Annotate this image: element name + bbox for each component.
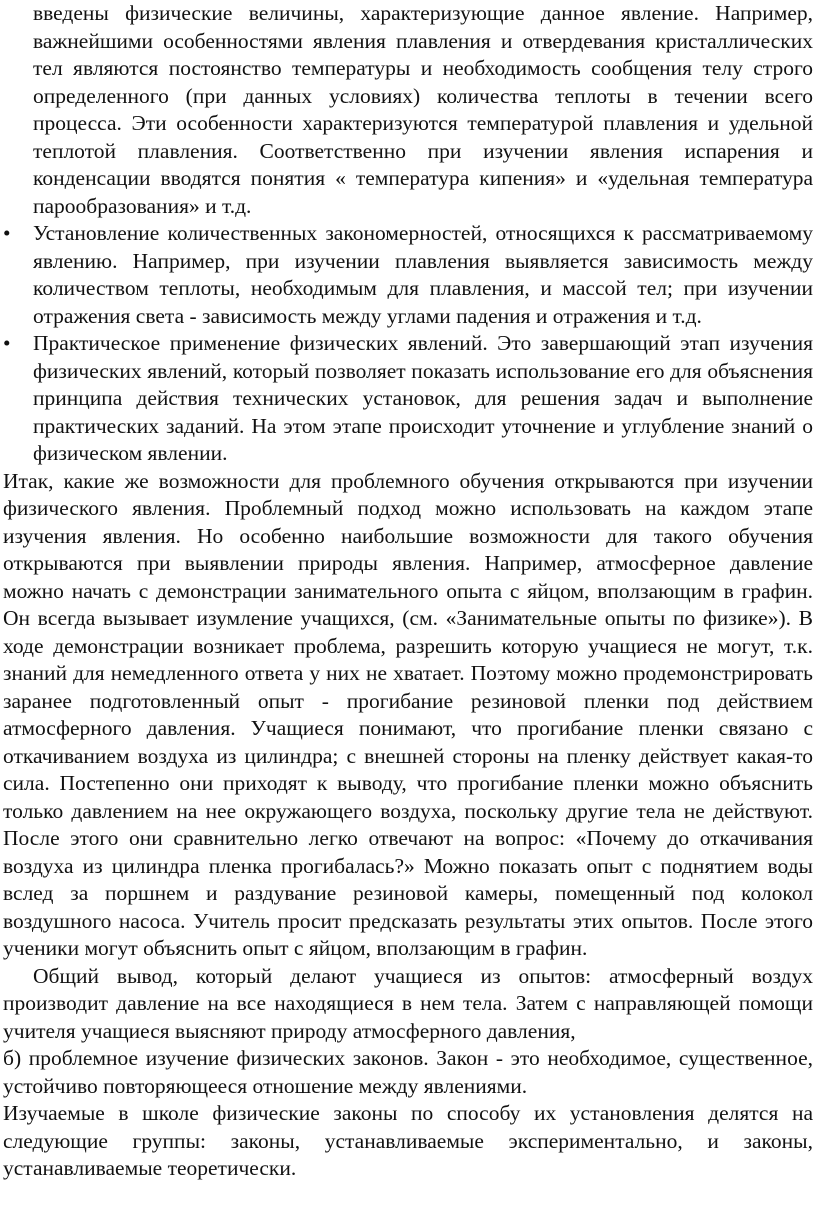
bullet-text: Практическое применение физических явлений. Это завершающий этап изучения физических явлений, который позволяет показать использование его для объяснения принципа действия технических установок, для решения задач и выполнение практических заданий. На этом этапе происходит уточнение и углубление знаний о физическом явлении. [33,331,813,465]
paragraph-law-groups: Изучаемые в школе физические законы по способу их установления делятся на следующие группы: законы, устанавливаемые экспериментально, и законы, устанавливаемые теоретически. [3,1101,813,1180]
bullet-item-quantitative-laws [3,220,813,330]
bullet-marker: • [3,221,11,245]
bullet-text: Установление количественных закономерностей, относящихся к рассматриваемому явлению. Например, при изучении плавления выявляется зависимость между количеством теплоты, необходимым для плавления, и массой тел; при изучении отражения света - зависимость между углами падения и отражения и т.д. [33,221,813,328]
continuation-paragraph: введены физические величины, характеризующие данное явление. Например, важнейшими особенностями явления плавления и отвердевания кристаллических тел являются постоянство температуры и необходимость сообщения телу строго определенного (при данных условиях) количества теплоты в течении всего процесса. Эти особенности характеризуются температурой плавления и удельной теплотой плавления. Соответственно при изучении явления испарения и конденсации вводятся понятия « температура кипения» и «удельная температура парообразования» и т.д. [33,1,813,218]
paragraph-general-conclusion: Общий вывод, который делают учащиеся из опытов: атмосферный воздух производит давление на все находящиеся в нем тела. Затем с направляющей помощи учителя учащиеся выясняют природу атмосферного давления, [3,963,813,1043]
paragraph-problem-learning: Итак, какие же возможности для проблемного обучения открываются при изучении физического явления. Проблемный подход можно использовать на каждом этапе изучения явления. Но особенно наибольшие возможности для такого обучения открываются при выявлении природы явления. Например, атмосферное давление можно начать с демонстрации занимательного опыта с яйцом, вползающим в графин. Он всегда вызывает изумление учащихся, (см. «Занимательные опыты по физике»). В ходе демонстрации возникает проблема, разрешить которую учащиеся не могут, т.к. знаний для немедленного ответа у них не хватает. Поэтому можно продемонстрировать заранее подготовленный опыт - прогибание резиновой пленки под действием атмосферного давления. Учащиеся понимают, что прогибание пленки связано с откачиванием воздуха из цилиндра; с внешней стороны на пленку действует какая-то сила. Постепенно они приходят к выводу, что прогибание пленки можно объяснить только давлением на нее окружающего воздуха, поскольку другие тела не действуют. После этого они сравнительно легко отвечают на вопрос: «Почему до откачивания воздуха из цилиндра пленка прогибалась?» Можно показать опыт с поднятием воды вслед за поршнем и раздувание резиновой камеры, помещенный под колокол воздушного насоса. Учитель просит предсказать результаты этих опытов. После этого ученики могут объяснить опыт с яйцом, вползающим в графин. [3,468,813,960]
paragraph-physical-laws: б) проблемное изучение физических законов. Закон - это необходимое, существенное, устойчиво повторяющееся отношение между явлениями. [3,1046,813,1098]
bullet-marker: • [3,331,11,355]
bullet-item-practical-application [3,330,813,468]
